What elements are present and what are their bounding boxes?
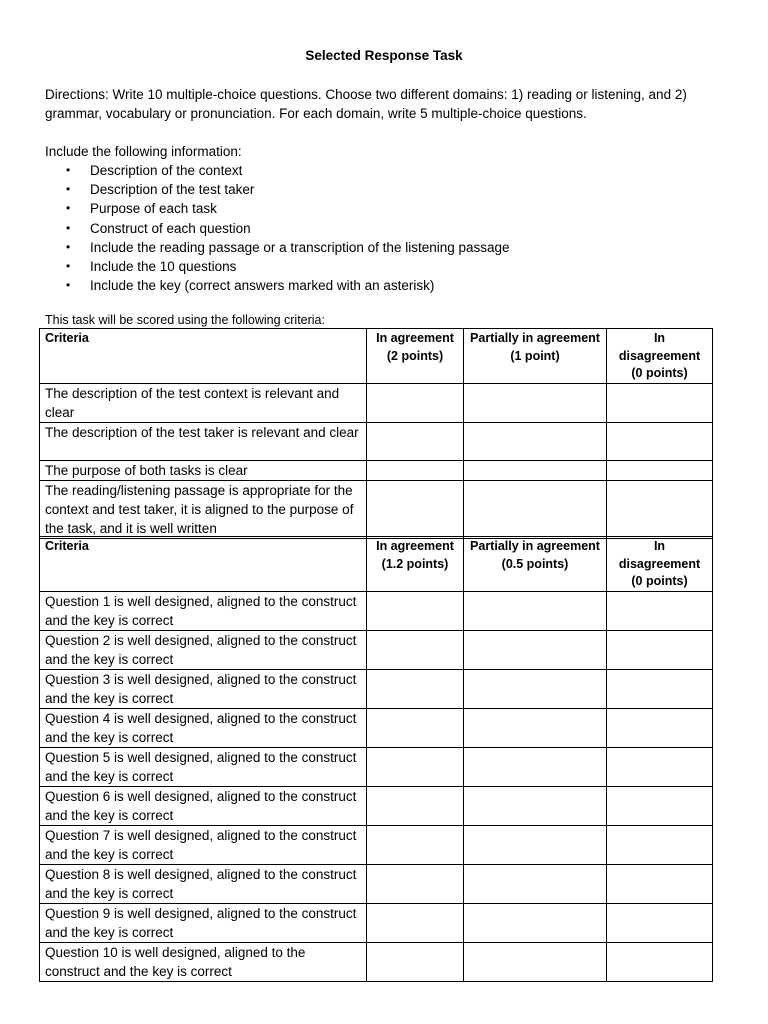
header-points: (1.2 points)	[381, 556, 449, 571]
document-title: Selected Response Task	[305, 48, 463, 63]
table-row	[40, 942, 713, 981]
table-row	[40, 903, 713, 942]
score-cell-disagreement	[607, 591, 713, 630]
header-in-disagreement	[607, 537, 713, 592]
criteria-cell: The description of the test context is relevant and clear	[40, 383, 367, 422]
score-cell-partial	[464, 422, 607, 460]
list-item-text: Purpose of each task	[90, 201, 217, 217]
list-item	[45, 219, 510, 238]
score-cell-partial	[464, 903, 607, 942]
table-row	[40, 669, 713, 708]
score-cell-partial	[464, 383, 607, 422]
header-points: (2 points)	[386, 348, 444, 363]
directions-paragraph: Directions: Write 10 multiple-choice questions. Choose two different domains: 1) reading or listening, and 2) grammar, vocabulary or pronunciation. For each domain, write 5 multiple-choice questions.	[45, 87, 687, 121]
criteria-cell: Question 6 is well designed, aligned to the construct and the key is correct	[40, 786, 367, 825]
criteria-cell: Question 2 is well designed, aligned to the construct and the key is correct	[40, 630, 367, 669]
criteria-cell: Question 7 is well designed, aligned to the construct and the key is correct	[40, 825, 367, 864]
header-in-agreement	[367, 329, 464, 384]
header-label: In disagreement	[618, 331, 701, 363]
bullet-icon: •	[66, 163, 71, 177]
score-cell-disagreement	[607, 708, 713, 747]
header-criteria	[40, 537, 367, 592]
scoring-caption: This task will be scored using the following criteria:	[45, 313, 325, 327]
score-cell-disagreement	[607, 942, 713, 981]
include-intro-text: Include the following information:	[45, 144, 242, 159]
header-label: In agreement	[376, 331, 454, 345]
header-partially-in-agreement	[464, 329, 607, 384]
table-row	[40, 864, 713, 903]
score-cell-disagreement	[607, 825, 713, 864]
score-cell-partial	[464, 591, 607, 630]
score-cell-disagreement	[607, 630, 713, 669]
table-row	[40, 708, 713, 747]
score-cell-disagreement	[607, 669, 713, 708]
score-cell-agreement	[367, 383, 464, 422]
score-cell-agreement	[367, 460, 464, 480]
bullet-icon: •	[66, 259, 71, 274]
criteria-cell: Question 4 is well designed, aligned to the construct and the key is correct	[40, 708, 367, 747]
table-header-row	[40, 329, 713, 384]
score-cell-agreement	[367, 591, 464, 630]
criteria-cell: Question 9 is well designed, aligned to the construct and the key is correct	[40, 903, 367, 942]
score-cell-disagreement	[607, 903, 713, 942]
bullet-icon: •	[66, 182, 71, 197]
include-list	[45, 161, 510, 295]
list-item	[45, 238, 510, 257]
score-cell-partial	[464, 864, 607, 903]
table-row	[40, 460, 713, 480]
score-cell-disagreement	[607, 864, 713, 903]
table-row	[40, 480, 713, 538]
score-cell-disagreement	[607, 383, 713, 422]
score-cell-agreement	[367, 786, 464, 825]
score-cell-disagreement	[607, 747, 713, 786]
header-in-disagreement	[607, 329, 713, 384]
header-label: Criteria	[45, 331, 89, 345]
score-cell-disagreement	[607, 460, 713, 480]
header-points: (0.5 points)	[501, 556, 569, 571]
list-item-text: Construct of each question	[90, 220, 251, 236]
criteria-cell: Question 1 is well designed, aligned to the construct and the key is correct	[40, 591, 367, 630]
score-cell-agreement	[367, 630, 464, 669]
score-cell-partial	[464, 786, 607, 825]
criteria-cell: The purpose of both tasks is clear	[40, 460, 367, 480]
score-cell-partial	[464, 825, 607, 864]
score-cell-partial	[464, 460, 607, 480]
table-row	[40, 747, 713, 786]
list-item-text: Include the reading passage or a transcription of the listening passage	[90, 239, 510, 255]
list-item	[45, 276, 510, 295]
header-in-agreement	[367, 537, 464, 592]
bullet-icon: •	[66, 278, 71, 293]
criteria-table-passage	[39, 328, 713, 539]
header-points: (0 points)	[631, 366, 688, 380]
header-criteria	[40, 329, 367, 384]
table-row	[40, 591, 713, 630]
header-label: Criteria	[45, 539, 89, 553]
criteria-cell: Question 10 is well designed, aligned to the construct and the key is correct	[40, 942, 367, 981]
header-partially-in-agreement	[464, 537, 607, 592]
table-row	[40, 422, 713, 460]
score-cell-agreement	[367, 825, 464, 864]
score-cell-partial	[464, 480, 607, 538]
header-points: (0 points)	[631, 574, 688, 588]
score-cell-disagreement	[607, 786, 713, 825]
score-cell-agreement	[367, 422, 464, 460]
header-points: (1 point)	[510, 348, 560, 363]
criteria-cell: Question 3 is well designed, aligned to the construct and the key is correct	[40, 669, 367, 708]
header-label: Partially in agreement	[470, 539, 600, 553]
score-cell-agreement	[367, 747, 464, 786]
score-cell-agreement	[367, 480, 464, 538]
score-cell-partial	[464, 708, 607, 747]
table-header-row	[40, 537, 713, 592]
table-row	[40, 786, 713, 825]
score-cell-partial	[464, 669, 607, 708]
score-cell-agreement	[367, 903, 464, 942]
list-item	[45, 161, 510, 180]
list-item	[45, 180, 510, 199]
score-cell-partial	[464, 942, 607, 981]
score-cell-partial	[464, 630, 607, 669]
score-cell-partial	[464, 747, 607, 786]
list-item-text: Include the key (correct answers marked with an asterisk)	[90, 278, 435, 294]
table-row	[40, 383, 713, 422]
criteria-cell: Question 5 is well designed, aligned to the construct and the key is correct	[40, 747, 367, 786]
table-row	[40, 825, 713, 864]
score-cell-disagreement	[607, 422, 713, 460]
criteria-table-questions	[39, 536, 713, 982]
criteria-cell: The reading/listening passage is appropriate for the context and test taker, it is aligned to the purpose of the task, and it is well written	[40, 480, 367, 538]
criteria-cell: The description of the test taker is relevant and clear	[40, 422, 367, 460]
list-item-text: Description of the context	[90, 163, 243, 178]
score-cell-disagreement	[607, 480, 713, 538]
list-item-text: Description of the test taker	[90, 182, 255, 198]
bullet-icon: •	[66, 220, 71, 235]
list-item-text: Include the 10 questions	[90, 259, 237, 275]
score-cell-agreement	[367, 708, 464, 747]
header-label: In disagreement	[618, 539, 701, 571]
header-label: In agreement	[376, 539, 454, 553]
table-row	[40, 630, 713, 669]
bullet-icon: •	[66, 239, 71, 254]
score-cell-agreement	[367, 942, 464, 981]
criteria-cell: Question 8 is well designed, aligned to the construct and the key is correct	[40, 864, 367, 903]
list-item	[45, 257, 510, 276]
score-cell-agreement	[367, 669, 464, 708]
score-cell-agreement	[367, 864, 464, 903]
list-item	[45, 199, 510, 218]
header-label: Partially in agreement	[470, 331, 600, 345]
bullet-icon: •	[66, 201, 71, 216]
